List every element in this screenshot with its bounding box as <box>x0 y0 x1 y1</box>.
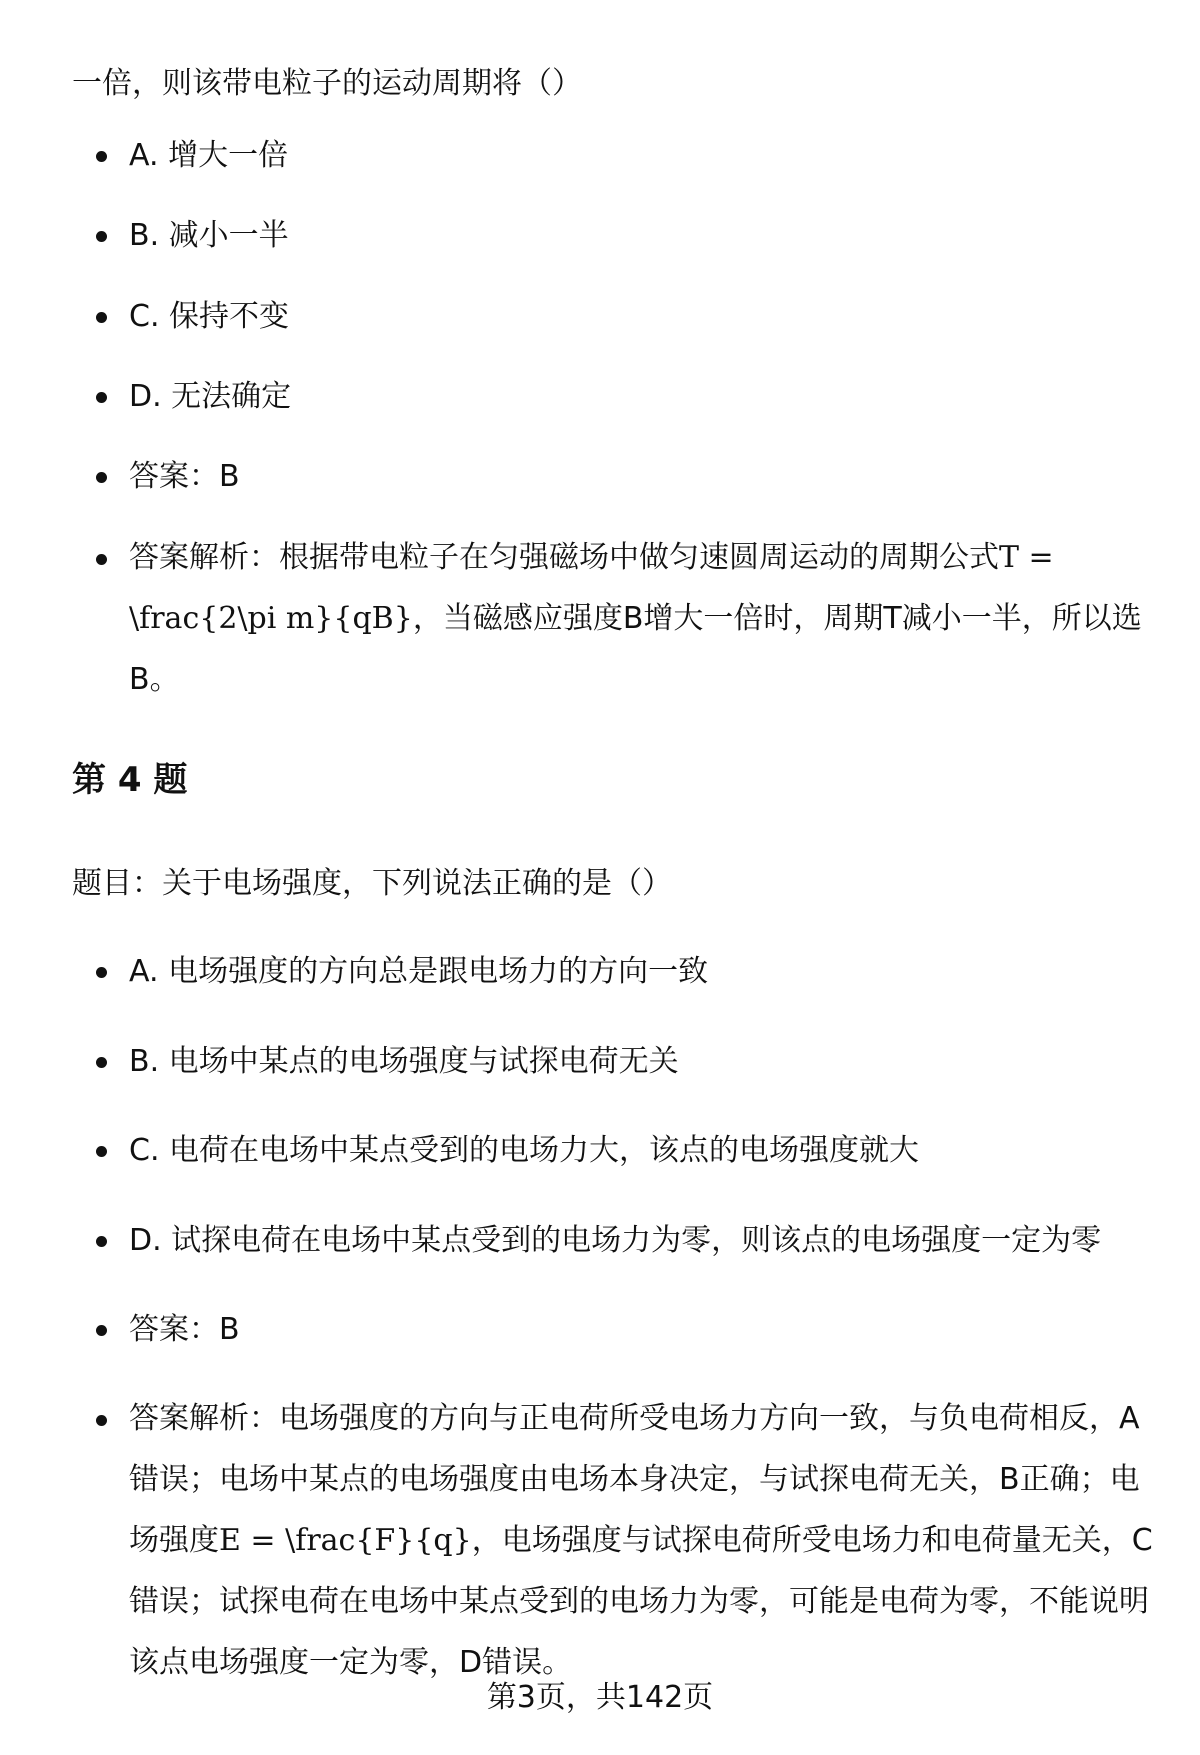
option-text: D. 试探电荷在电场中某点受到的电场力为零，则该点的电场强度一定为零 <box>129 1223 1102 1258</box>
question-4-stem: 题目：关于电场强度，下列说法正确的是（） <box>72 866 672 901</box>
answer-text: 答案：B <box>129 1312 240 1347</box>
option-text: C. 保持不变 <box>129 299 290 334</box>
question-4-heading: 第 4 题 <box>72 760 188 800</box>
period-formula: T = \frac{2\pi m}{qB} <box>129 540 1054 636</box>
option-a <box>96 952 708 992</box>
option-text: D. 无法确定 <box>129 379 292 414</box>
option-b <box>96 1042 679 1082</box>
bullet-icon <box>96 392 107 403</box>
bullet-icon <box>96 231 107 242</box>
answer <box>96 1310 240 1350</box>
analysis-text <box>129 1388 1159 1693</box>
bullet-icon <box>96 1236 107 1247</box>
bullet-icon <box>96 1057 107 1068</box>
field-formula: E = \frac{F}{q} <box>219 1523 472 1558</box>
option-text: C. 电荷在电场中某点受到的电场力大，该点的电场强度就大 <box>129 1133 920 1168</box>
bullet-icon <box>96 967 107 978</box>
bullet-icon <box>96 151 107 162</box>
question-3-stem-tail: 一倍，则该带电粒子的运动周期将（） <box>72 66 582 101</box>
option-c <box>96 1131 919 1171</box>
option-a <box>96 136 288 176</box>
bullet-icon <box>96 1146 107 1157</box>
analysis-prefix: 答案解析：电场强度的方向与正电荷所受电场力方向一致，与负电荷相反，A错误；电场中某点的电场强度由电场本身决定，与试探电荷无关，B正确；电场强度 <box>129 1401 1140 1558</box>
option-c <box>96 297 289 337</box>
bullet-icon <box>96 472 107 483</box>
analysis-suffix: ，当磁感应强度B增大一倍时，周期T减小一半，所以选B。 <box>129 601 1142 697</box>
answer-analysis <box>96 527 1159 710</box>
bullet-icon <box>96 1325 107 1336</box>
option-b <box>96 216 289 256</box>
option-d <box>96 377 291 417</box>
bullet-icon <box>96 312 107 323</box>
option-text: A. 电场强度的方向总是跟电场力的方向一致 <box>129 954 709 989</box>
answer-analysis <box>96 1388 1159 1693</box>
analysis-text <box>129 527 1159 710</box>
page-footer: 第3页，共142页 <box>486 1680 714 1715</box>
answer-text: 答案：B <box>129 459 240 494</box>
analysis-suffix: ，电场强度与试探电荷所受电场力和电荷量无关，C错误；试探电荷在电场中某点受到的电场力为零，可能是电荷为零，不能说明该点电场强度一定为零，D错误。 <box>129 1523 1153 1680</box>
option-text: B. 减小一半 <box>129 218 289 253</box>
option-text: B. 电场中某点的电场强度与试探电荷无关 <box>129 1044 679 1079</box>
bullet-icon <box>96 554 107 565</box>
answer <box>96 457 240 497</box>
option-d <box>96 1221 1101 1261</box>
bullet-icon <box>96 1415 107 1426</box>
analysis-prefix: 答案解析：根据带电粒子在匀强磁场中做匀速圆周运动的周期公式 <box>129 540 999 575</box>
option-text: A. 增大一倍 <box>129 138 289 173</box>
